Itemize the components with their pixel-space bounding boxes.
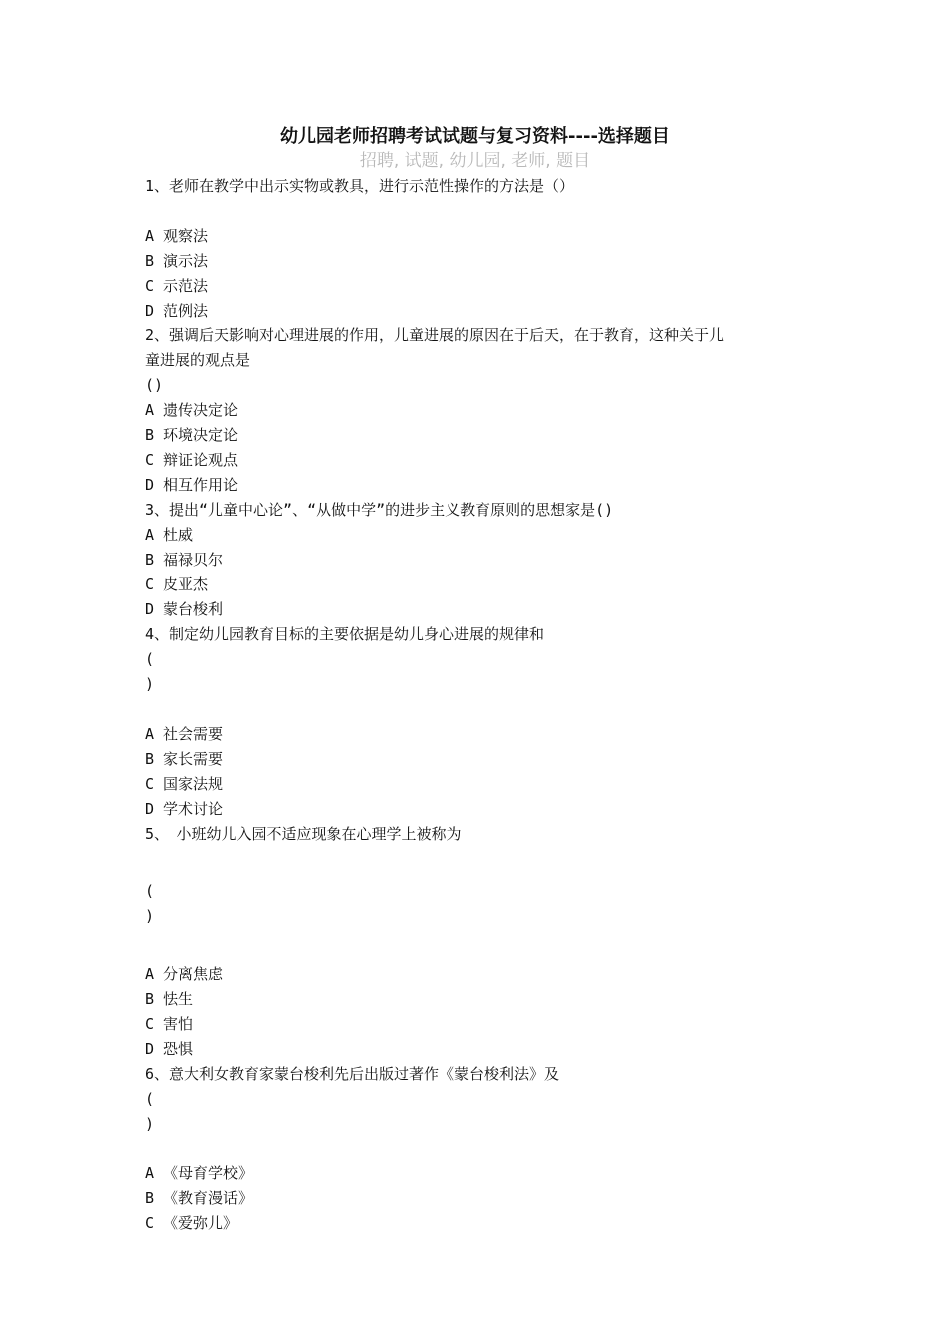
question-stem: 2、强调后天影响对心理进展的作用，儿童进展的原因在于后天，在于教育，这种关于儿 xyxy=(145,326,725,345)
spacer xyxy=(145,846,805,879)
question-stem: 6、意大利女教育家蒙台梭利先后出版过著作《蒙台梭利法》及 xyxy=(145,1064,560,1083)
spacer xyxy=(145,697,805,722)
document-title: 幼儿园老师招聘考试试题与复习资料----选择题目 xyxy=(280,126,670,147)
spacer xyxy=(145,1137,805,1162)
question-3 xyxy=(145,498,805,623)
option-b: B 怯生 xyxy=(145,990,194,1009)
question-stem: 5、 小班幼儿入园不适应现象在心理学上被称为 xyxy=(145,824,462,843)
option-c: C 国家法规 xyxy=(145,774,224,793)
answer-paren-open: ( xyxy=(145,650,155,669)
option-d: D 蒙台梭利 xyxy=(145,600,224,619)
question-stem: 3、提出“儿童中心论”、“从做中学”的进步主义教育原则的思想家是() xyxy=(145,500,614,519)
answer-paren-close: ) xyxy=(145,675,155,694)
option-a: A 遗传决定论 xyxy=(145,401,239,420)
answer-paren-close: ) xyxy=(145,1114,155,1133)
option-a: A 杜威 xyxy=(145,525,194,544)
answer-paren-close: ) xyxy=(145,907,155,926)
answer-paren-open: ( xyxy=(145,1089,155,1108)
option-b: B 环境决定论 xyxy=(145,426,239,445)
option-c: C 害怕 xyxy=(145,1015,194,1034)
question-6 xyxy=(145,1062,805,1236)
option-d: D 相互作用论 xyxy=(145,475,239,494)
question-stem-continued: 童进展的观点是 xyxy=(145,351,251,370)
question-stem: 1、老师在教学中出示实物或教具，进行示范性操作的方法是（） xyxy=(145,177,575,195)
question-stem: 4、制定幼儿园教育目标的主要依据是幼儿身心进展的规律和 xyxy=(145,625,545,644)
option-d: D 学术讨论 xyxy=(145,799,224,818)
question-list xyxy=(145,174,805,1236)
option-c: C 辩证论观点 xyxy=(145,450,239,469)
option-b: B 《教育漫话》 xyxy=(145,1189,254,1208)
option-c: C 皮亚杰 xyxy=(145,575,209,594)
spacer xyxy=(145,199,805,224)
question-5 xyxy=(145,822,805,1062)
answer-parentheses: () xyxy=(145,376,164,395)
option-a: A 社会需要 xyxy=(145,724,224,743)
answer-paren-open: ( xyxy=(145,882,155,901)
option-c: C 《爱弥儿》 xyxy=(145,1214,239,1233)
option-a: A 观察法 xyxy=(145,226,209,245)
option-d: D 恐惧 xyxy=(145,1039,194,1058)
keywords-watermark: 招聘, 试题, 幼儿园, 老师, 题目 xyxy=(359,151,591,171)
question-1 xyxy=(145,174,805,323)
option-a: A 分离焦虑 xyxy=(145,965,224,984)
question-4 xyxy=(145,622,805,821)
spacer xyxy=(145,929,805,962)
option-b: B 家长需要 xyxy=(145,749,224,768)
option-b: B 演示法 xyxy=(145,251,209,270)
option-b: B 福禄贝尔 xyxy=(145,550,224,569)
option-c: C 示范法 xyxy=(145,276,209,295)
question-2 xyxy=(145,323,805,497)
option-a: A 《母育学校》 xyxy=(145,1164,254,1183)
option-d: D 范例法 xyxy=(145,301,209,320)
